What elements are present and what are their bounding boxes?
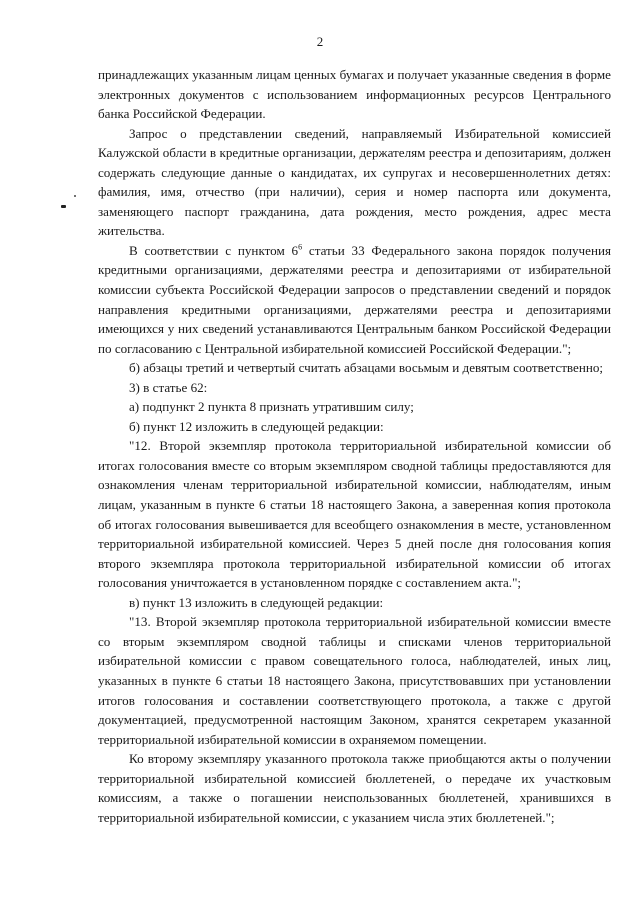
page-number: 2: [316, 34, 324, 49]
paragraph-3: [98, 241, 611, 358]
paragraph-8: "12. Второй экземпляр протокола территориальной избирательной комиссии об итогах голосования вместе со вторым экземпляром сводной таблицы предоставляются для ознакомления членам территориальной избирательной комиссии, наблюдателям, иным лицам, указанным в пункте 6 статьи 18 настоящего Закона, а заверенная копия протокола об итогах голосования вывешивается для всеобщего ознакомления в месте, установленном территориальной избирательной комиссией. Через 5 дней после дня голосования копия второго экземпляра протокола территориальной избирательной комиссии об итогах голосования уничтожается в установленном порядке с составлением акта.";: [98, 438, 611, 591]
paragraph-2: Запрос о представлении сведений, направляемый Избирательной комиссией Калужской области в кредитные организации, держателям реестра и депозитариям, должен содержать следующие данные о кандидатах, их супругах и несовершеннолетних детях: фамилия, имя, отчество (при наличии), серия и номер паспорта или документа, заменяющего паспорт гражданина, дата рождения, место рождения, адрес места жительства.: [98, 125, 611, 239]
paragraph-4: б) абзацы третий и четвертый считать абзацами восьмым и девятым соответственно;: [129, 360, 604, 376]
paragraph-9: в) пункт 13 изложить в следующей редакции:: [129, 594, 384, 610]
paragraph-5: 3) в статье 62:: [129, 379, 208, 395]
paragraph-11: Ко второму экземпляру указанного протокола также приобщаются акты о получении территориальной избирательной комиссией бюллетеней, о передаче их участковым комиссиям, а также о погашении неиспользованных бюллетеней, хранившихся в территориальной избирательной комиссии, с указанием числа этих бюллетеней.";: [98, 751, 611, 825]
paragraph-3-start: В соответствии с пунктом 6: [129, 242, 299, 258]
paragraph-1: принадлежащих указанным лицам ценных бумагах и получает указанные сведения в форме электронных документов с использованием информационных ресурсов Центрального банка Российской Федерации.: [98, 67, 611, 122]
paragraph-6: а) подпункт 2 пункта 8 признать утратившим силу;: [129, 399, 414, 415]
paragraph-3-rest: статьи 33 Федерального закона порядок получения кредитными организациями, держателями реестра и депозитариями от избирательной комиссии субъекта Российской Федерации запросов о представлении сведений и порядок направления кредитными организациями, держателями реестра и депозитариями имеющихся у них сведений устанавливаются Центральным банком Российской Федерации по согласованию с Центральной избирательной комиссией Российской Федерации.";: [98, 242, 611, 356]
paragraph-7: б) пункт 12 изложить в следующей редакции:: [129, 418, 384, 434]
margin-mark: [61, 205, 66, 208]
document-body: [98, 65, 611, 827]
superscript-number: 6: [298, 242, 303, 252]
margin-dot: [74, 195, 76, 197]
paragraph-10: "13. Второй экземпляр протокола территориальной избирательной комиссии вместе со вторым экземпляром сводной таблицы и списками членов территориальной избирательной комиссии с правом совещательного голоса, наблюдателей, иных лиц, указанных в пункте 6 статьи 18 настоящего Закона, присутствовавших при установлении итогов голосования и составлении соответствующего протокола, а также с другой документацией, предусмотренной настоящим Законом, хранятся секретарем указанной территориальной избирательной комиссии в охраняемом помещении.: [98, 614, 611, 747]
